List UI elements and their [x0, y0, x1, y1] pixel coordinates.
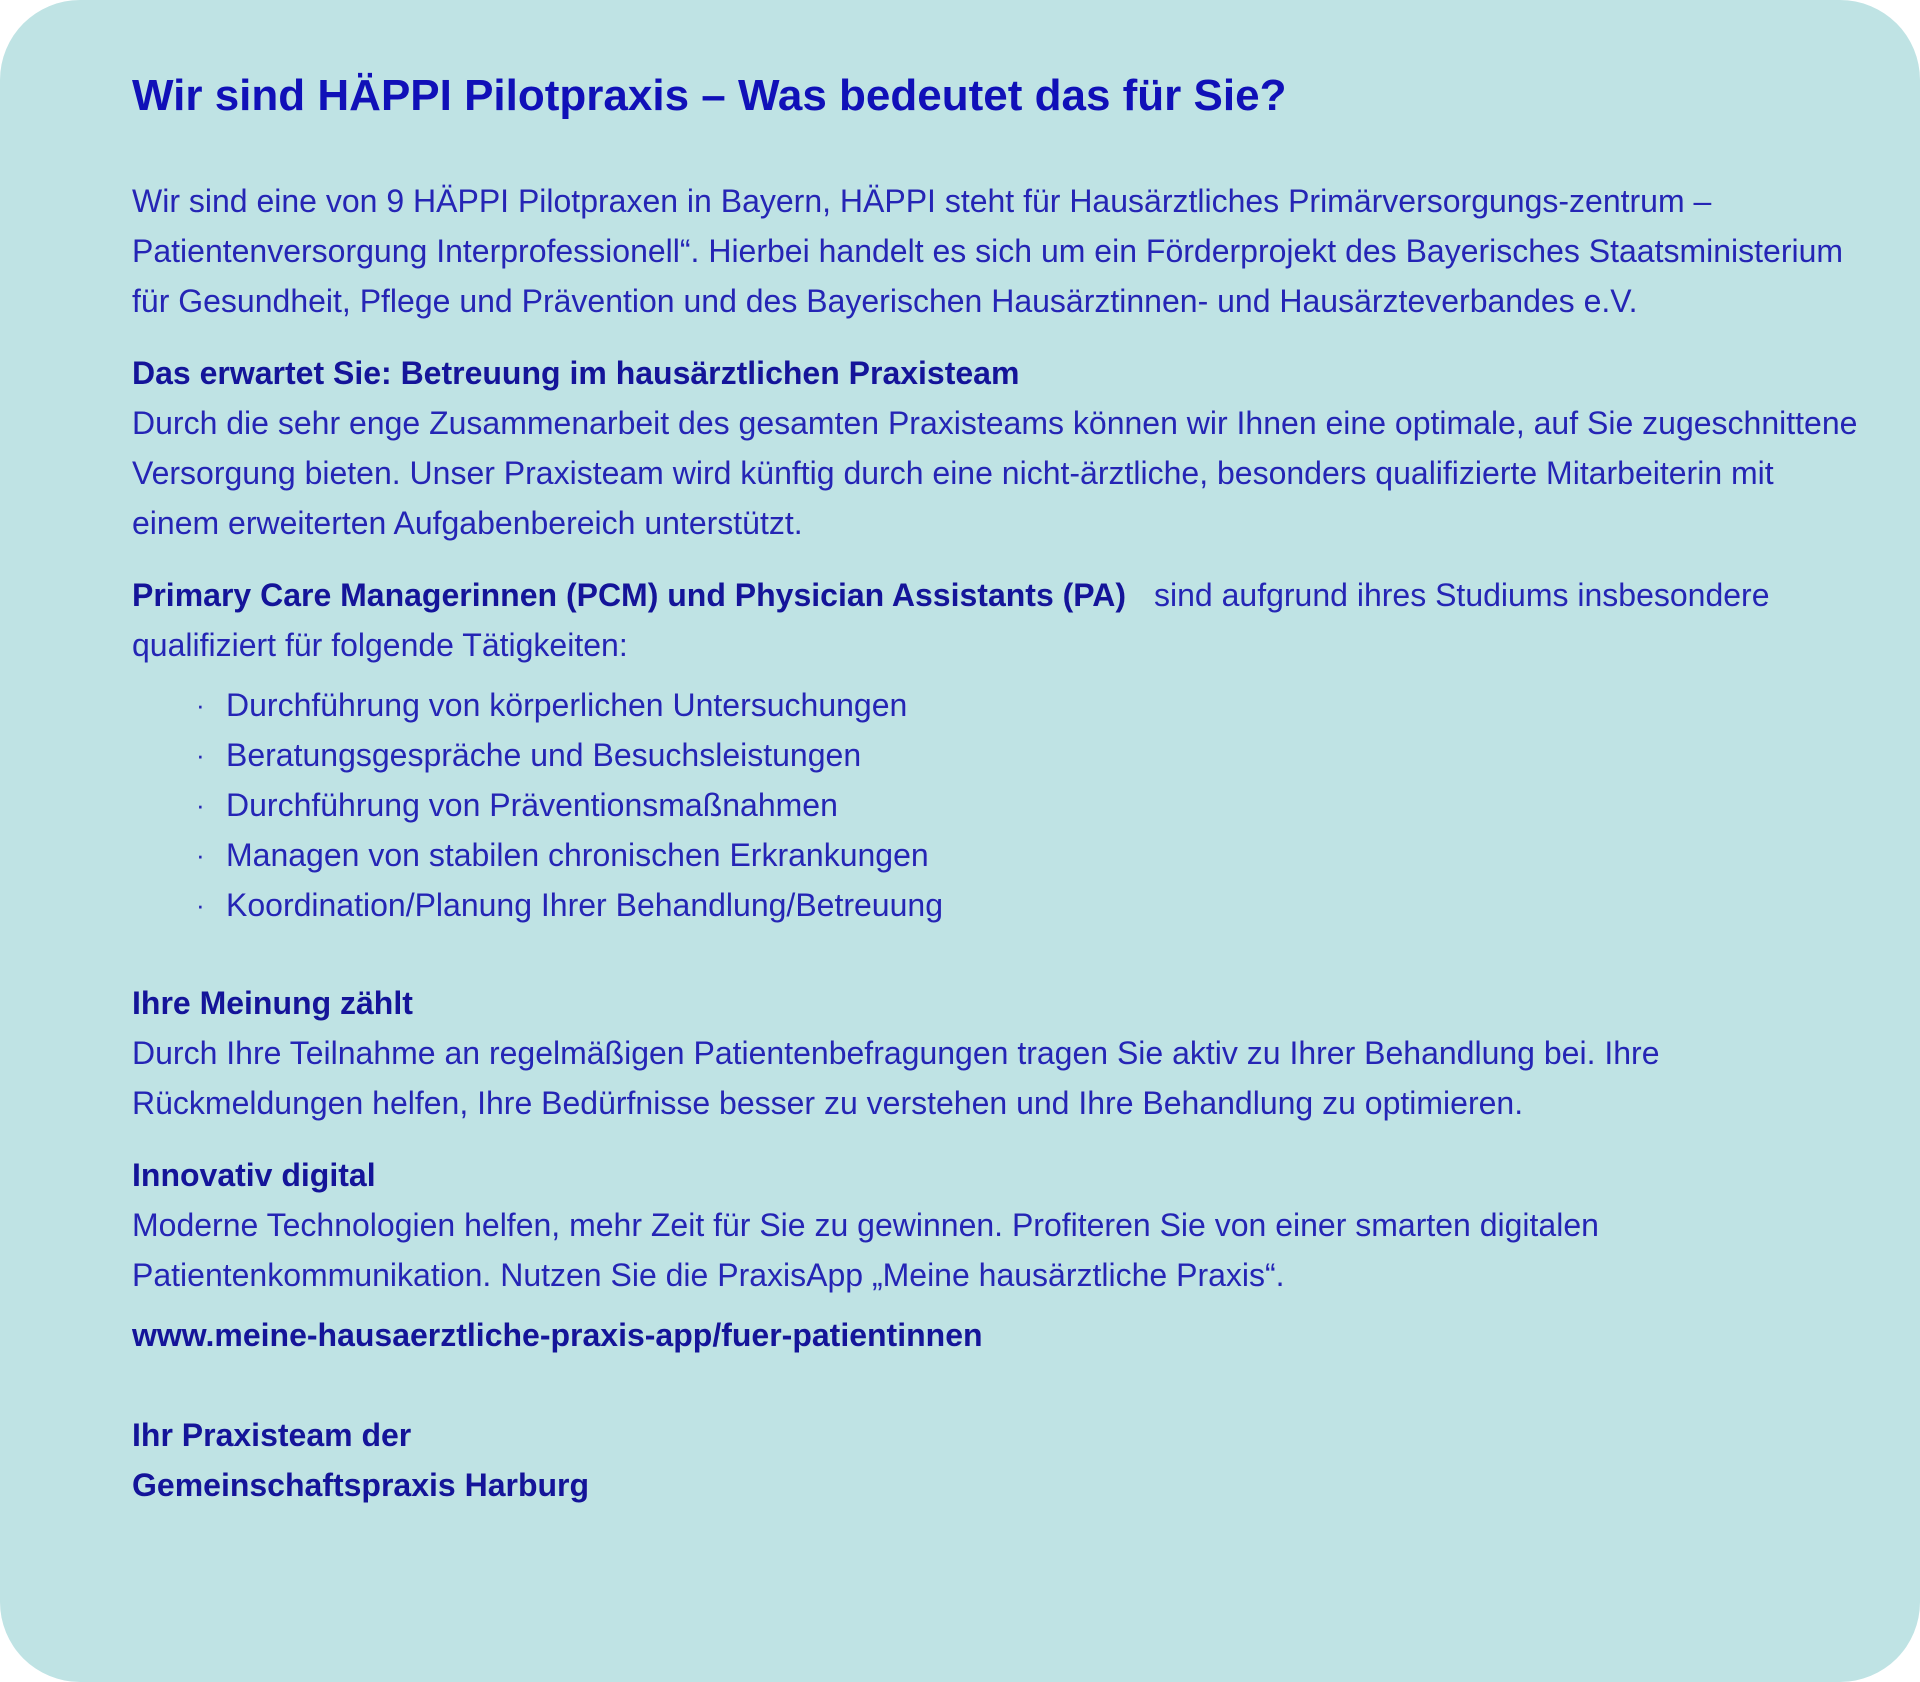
signature-line-2: Gemeinschaftspraxis Harburg — [132, 1467, 590, 1503]
list-item-text: Koordination/Planung Ihrer Behandlung/Betreuung — [226, 887, 943, 923]
digital-section — [132, 1150, 1860, 1360]
pcm-paragraph — [132, 570, 1860, 670]
list-item — [196, 730, 1860, 780]
list-item-text: Beratungsgespräche und Besuchsleistungen — [226, 737, 862, 773]
bullet-icon: · — [196, 790, 205, 820]
opinion-section — [132, 978, 1860, 1128]
signature — [132, 1410, 1860, 1510]
tasks-list — [132, 680, 1860, 930]
list-item — [196, 780, 1860, 830]
list-item — [196, 680, 1860, 730]
list-item — [196, 830, 1860, 880]
care-heading: Das erwartet Sie: Betreuung im hausärztlichen Praxisteam — [132, 355, 1020, 391]
pcm-section — [132, 570, 1860, 930]
bullet-icon: · — [196, 690, 205, 720]
list-item-text: Durchführung von körperlichen Untersuchungen — [226, 687, 908, 723]
intro-paragraph: Wir sind eine von 9 HÄPPI Pilotpraxen in Bayern, HÄPPI steht für Hausärztliches Primärversorgungs-zentrum – Patientenversorgung Interprofessionell“. Hierbei handelt es sich um ein Förderprojekt des Bayerisches Staatsministerium für Gesundheit, Pflege und Prävention und des Bayerischen Hausärztinnen- und Hausärzteverbandes e.V. — [132, 183, 1844, 319]
digital-text: Moderne Technologien helfen, mehr Zeit für Sie zu gewinnen. Profiteren Sie von einer smarten digitalen Patientenkommunikation. Nutzen Sie die PraxisApp „Meine hausärztliche Praxis“. — [132, 1207, 1599, 1293]
list-item — [196, 880, 1860, 930]
signature-line-1: Ihr Praxisteam der — [132, 1417, 412, 1453]
list-item-text: Durchführung von Präventionsmaßnahmen — [226, 787, 838, 823]
opinion-text: Durch Ihre Teilnahme an regelmäßigen Patientenbefragungen tragen Sie aktiv zu Ihrer Behandlung bei. Ihre Rückmeldungen helfen, Ihre Bedürfnisse besser zu verstehen und Ihre Behandlung zu optimieren. — [132, 1035, 1660, 1121]
digital-heading: Innovativ digital — [132, 1157, 376, 1193]
care-section — [132, 348, 1860, 548]
care-text: Durch die sehr enge Zusammenarbeit des gesamten Praxisteams können wir Ihnen eine optimale, auf Sie zugeschnittene Versorgung bieten. Unser Praxisteam wird künftig durch eine nicht-ärztliche, besonders qualifizierte Mitarbeiterin mit einem erweiterten Aufgabenbereich unterstützt. — [132, 405, 1858, 541]
bullet-icon: · — [196, 890, 205, 920]
pcm-lead: Primary Care Managerinnen (PCM) und Physician Assistants (PA) — [132, 577, 1127, 613]
pcm-text: sind aufgrund ihres Studiums insbesondere qualifiziert für folgende Tätigkeiten: — [132, 577, 1770, 663]
bullet-icon: · — [196, 840, 205, 870]
page-title: Wir sind HÄPPI Pilotpraxis – Was bedeutet das für Sie? — [132, 71, 1287, 120]
opinion-heading: Ihre Meinung zählt — [132, 985, 413, 1021]
app-link[interactable]: www.meine-hausaerztliche-praxis-app/fuer-patientinnen — [132, 1317, 983, 1353]
list-item-text: Managen von stabilen chronischen Erkrankungen — [226, 837, 929, 873]
bullet-icon: · — [196, 740, 205, 770]
